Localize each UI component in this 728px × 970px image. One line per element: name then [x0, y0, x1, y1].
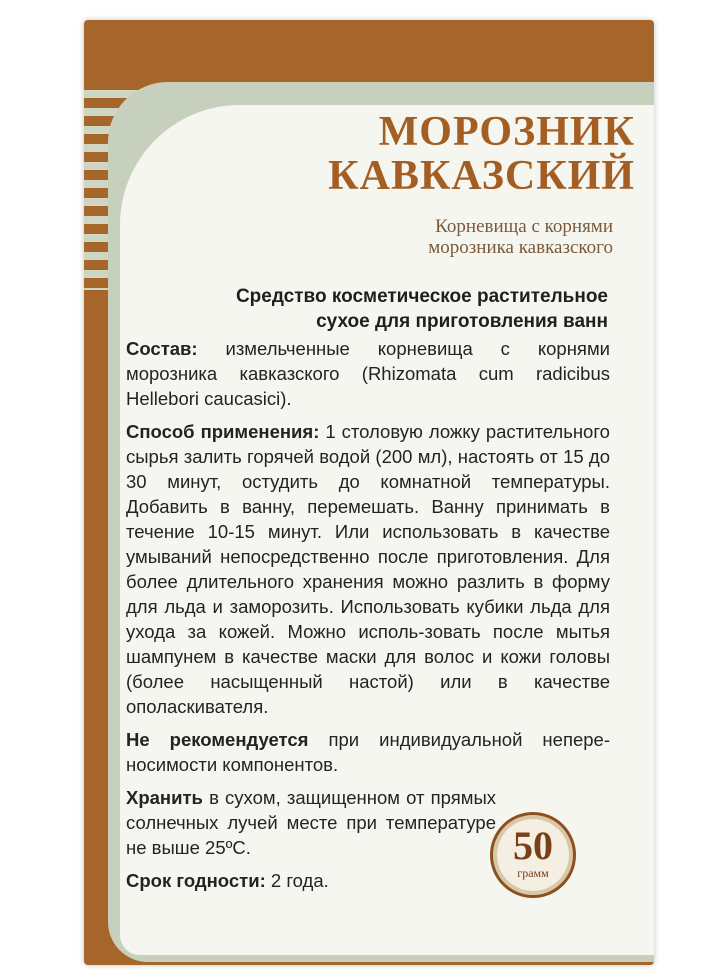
product-type-line-2: сухое для приготовления ванн: [316, 311, 608, 332]
product-title: [230, 110, 635, 198]
composition-label: Состав:: [126, 338, 198, 359]
product-subtitle: [330, 216, 613, 258]
title-line-1: МОРОЗНИК: [378, 109, 635, 155]
usage-text: 1 столовую ложку растительного сырья залить горячей водой (200 мл), настоять от 15 до 30 минут, остудить до комнатной температуры. Добавить в ванну, перемешать. Ванну принимать в течение 10-15 минут. Или использовать в качестве умываний непосредственно после приготовления. Для более длительного хранения можно разлить в форму для льда и заморозить. Использовать кубики льда для ухода за кожей. Можно исполь-зовать после мытья шампунем в качестве маски для волос и кожи головы (более насыщенный настой) или в качестве ополаскивателя.: [126, 421, 610, 717]
usage-paragraph: [126, 419, 610, 719]
subtitle-line-2: морозника кавказского: [428, 237, 613, 258]
product-type-line-1: Средство косметическое растительное: [235, 286, 608, 307]
weight-unit: грамм: [517, 866, 549, 880]
composition-text: измельченные корневища с корнями морозника кавказского (Rhizomata cum radicibus Hellebori caucasici).: [126, 338, 610, 409]
weight-value: 50: [513, 823, 553, 868]
warning-paragraph: [126, 727, 610, 777]
product-type: [168, 284, 608, 334]
composition-paragraph: [126, 336, 610, 411]
warning-label: Не рекомендуется: [126, 729, 309, 750]
shelf-life-label: Срок годности:: [126, 870, 266, 891]
weight-badge: [490, 812, 576, 898]
subtitle-line-1: Корневища с корнями: [435, 216, 613, 237]
usage-label: Способ применения:: [126, 421, 320, 442]
storage-paragraph: [126, 785, 496, 860]
shelf-life-text: 2 года.: [265, 870, 329, 891]
storage-label: Хранить: [126, 787, 203, 808]
storage-text: в сухом, защищенном от прямых солнечных лучей месте при температуре не выше 25ºС.: [126, 787, 496, 858]
warning-text: при индивидуальной непере-носимости компонентов.: [126, 729, 610, 775]
title-line-2: КАВКАЗСКИЙ: [328, 153, 635, 199]
